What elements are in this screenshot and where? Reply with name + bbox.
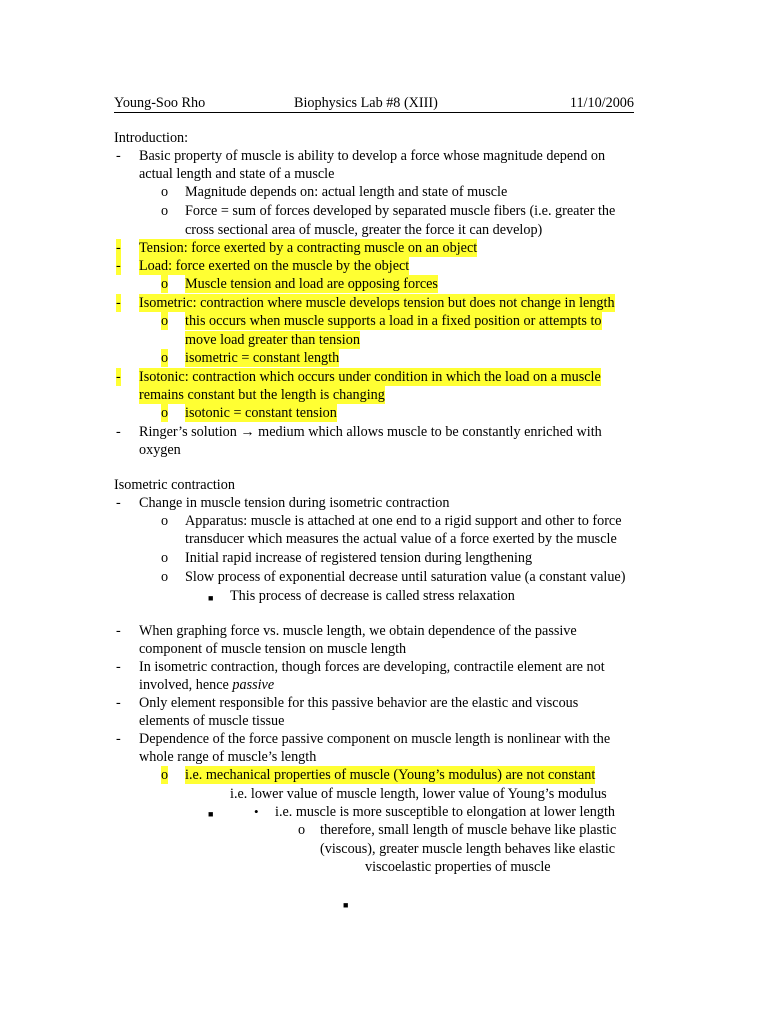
passive-prefix: involved, hence: [139, 677, 233, 693]
intro-sub-text: isotonic = constant tension: [185, 405, 337, 421]
iso-bullet-text: In isometric contraction, though forces are developing, contractile element are not: [139, 659, 605, 675]
dash-marker: -: [116, 295, 121, 311]
intro-bullet-text: Isotonic: contraction which occurs under condition in which the load on a muscle: [139, 369, 601, 385]
intro-bullet-text: Basic property of muscle is ability to develop a force whose magnitude depend on: [139, 148, 606, 164]
intro-bullet-text: remains constant but the length is changing: [139, 387, 385, 403]
circle-marker: o: [161, 513, 169, 529]
dot-marker: •: [254, 804, 259, 819]
intro-bullet-text: Isometric: contraction where muscle develops tension but does not change in length: [139, 295, 615, 311]
dash-marker: -: [116, 659, 121, 675]
circle-marker: o: [161, 350, 169, 366]
iso-sub-text: transducer which measures the actual value of a force exerted by the muscle: [185, 531, 617, 547]
intro-bullet-text: Tension: force exerted by a contracting muscle on an object: [139, 240, 478, 256]
dash-marker: -: [116, 148, 121, 164]
isometric-heading: Isometric contraction: [114, 477, 235, 493]
arrow-right-icon: →: [240, 424, 255, 440]
intro-bullet-text: Load: force exerted on the muscle by the object: [139, 258, 410, 274]
intro-sub-text: this occurs when muscle supports a load in a fixed position or attempts to: [185, 313, 602, 329]
intro-sub-text: Magnitude depends on: actual length and state of muscle: [185, 184, 508, 200]
intro-bullet-text: oxygen: [139, 442, 181, 458]
dash-marker: -: [116, 424, 121, 440]
dash-marker: -: [116, 369, 121, 385]
square-marker: ■: [208, 593, 214, 603]
iso-bullet-text: component of muscle tension on muscle length: [139, 641, 407, 657]
document-header: [114, 94, 634, 113]
intro-bullet-text: [139, 423, 602, 441]
passive-emphasis: passive: [232, 677, 275, 693]
circle-marker: o: [161, 767, 169, 783]
square-marker: ■: [208, 809, 214, 819]
dash-marker: -: [116, 731, 121, 747]
iso-sub-text: Apparatus: muscle is attached at one end to a rigid support and other to force: [185, 513, 622, 529]
iso-bullet-text: Dependence of the force passive component on muscle length is nonlinear with the: [139, 731, 611, 747]
circle-marker: o: [161, 184, 169, 200]
circle-marker: o: [161, 550, 169, 566]
iso-level5-text: therefore, small length of muscle behave like plastic: [320, 822, 617, 838]
lab-title: Biophysics Lab #8 (XIII): [294, 95, 438, 111]
iso-bullet-text: [139, 676, 274, 694]
dash-marker: -: [116, 695, 121, 711]
circle-marker: o: [161, 569, 169, 585]
dash-marker: -: [116, 495, 121, 511]
iso-subsub-text: This process of decrease is called stress relaxation: [230, 588, 515, 604]
intro-sub-text: isometric = constant length: [185, 350, 340, 366]
iso-bullet-text: When graphing force vs. muscle length, we obtain dependence of the passive: [139, 623, 577, 639]
iso-bullet-text: elements of muscle tissue: [139, 713, 285, 729]
dash-marker: -: [116, 258, 121, 274]
iso-sub-text: Initial rapid increase of registered tension during lengthening: [185, 550, 533, 566]
author-name: Young-Soo Rho: [114, 95, 206, 111]
dash-marker: -: [116, 240, 121, 256]
intro-heading: Introduction:: [114, 130, 189, 146]
iso-sub-text: i.e. mechanical properties of muscle (Young’s modulus) are not constant: [185, 767, 596, 783]
square-marker: ■: [343, 900, 349, 910]
circle-marker: o: [298, 822, 306, 838]
circle-marker: o: [161, 203, 169, 219]
intro-bullet-text: actual length and state of a muscle: [139, 166, 335, 182]
iso-bullet-text: Change in muscle tension during isometric contraction: [139, 495, 450, 511]
ringer-text: Ringer’s solution: [139, 424, 241, 440]
iso-sub-text: Slow process of exponential decrease until saturation value (a constant value): [185, 569, 626, 585]
iso-subsub-text: i.e. lower value of muscle length, lower value of Young’s modulus: [230, 786, 607, 802]
intro-sub-text: Force = sum of forces developed by separated muscle fibers (i.e. greater the: [185, 203, 616, 219]
circle-marker: o: [161, 405, 169, 421]
iso-level6-text: viscoelastic properties of muscle: [365, 859, 551, 875]
document-date: 11/10/2006: [569, 95, 634, 111]
intro-sub-text: move load greater than tension: [185, 332, 360, 348]
iso-level5-text: (viscous), greater muscle length behaves like elastic: [320, 841, 616, 857]
iso-bullet-text: Only element responsible for this passive behavior are the elastic and viscous: [139, 695, 579, 711]
intro-sub-text: cross sectional area of muscle, greater the force it can develop): [185, 222, 543, 238]
intro-sub-text: Muscle tension and load are opposing forces: [185, 276, 438, 292]
circle-marker: o: [161, 276, 169, 292]
circle-marker: o: [161, 313, 169, 329]
iso-level4-text: i.e. muscle is more susceptible to elongation at lower length: [275, 804, 616, 820]
iso-bullet-text: whole range of muscle’s length: [139, 749, 317, 765]
ringer-text-cont: medium which allows muscle to be constantly enriched with: [254, 424, 602, 440]
dash-marker: -: [116, 623, 121, 639]
